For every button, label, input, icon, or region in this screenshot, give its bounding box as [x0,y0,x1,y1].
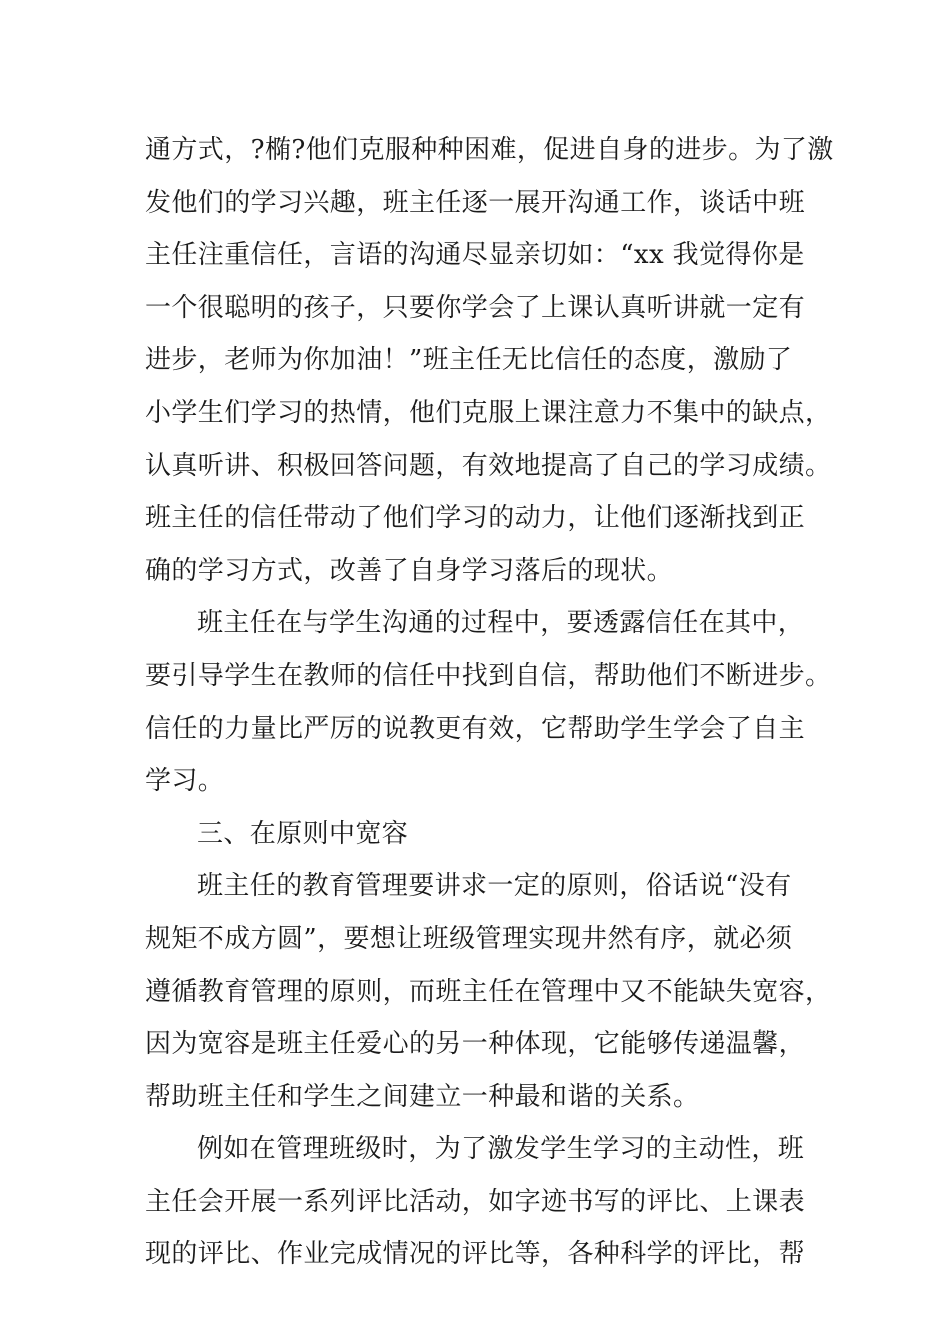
text-line: 要引导学生在教师的信任中找到自信，帮助他们不断进步。 [145,660,832,691]
text-line: 学习。 [145,766,225,797]
paragraph-start-line: 班主任的教育管理要讲求一定的原则，俗话说“没有 [197,871,792,902]
paragraph-start-line: 例如在管理班级时，为了激发学生学习的主动性，班 [197,1134,805,1165]
text-line: 主任会开展一系列评比活动，如字迹书写的评比、上课表 [145,1186,806,1217]
text-line: 一个很聪明的孩子，只要你学会了上课认真听讲就一定有 [145,292,806,323]
text-line: 主任注重信任，言语的沟通尽显亲切如：“xx 我觉得你是 [145,240,805,271]
text-line: 班主任的信任带动了他们学习的动力，让他们逐渐找到正 [145,503,806,534]
text-line: 现的评比、作业完成情况的评比等，各种科学的评比，帮 [145,1239,806,1270]
text-line: 规矩不成方圆”，要想让班级管理实现井然有序，就必须 [145,923,793,954]
text-line: 遵循教育管理的原则，而班主任在管理中又不能缺失宽容， [145,976,832,1007]
paragraph-start-line: 班主任在与学生沟通的过程中，要透露信任在其中， [197,608,805,639]
text-line: 因为宽容是班主任爱心的另一种体现，它能够传递温馨， [145,1029,806,1060]
text-line: 认真听讲、积极回答问题，有效地提高了自己的学习成绩。 [145,450,832,481]
text-line: 信任的力量比严厉的说教更有效，它帮助学生学会了自主 [145,713,806,744]
text-line: 确的学习方式，改善了自身学习落后的现状。 [145,555,674,586]
text-line: 小学生们学习的热情，他们克服上课注意力不集中的缺点， [145,397,832,428]
text-line: 发他们的学习兴趣，班主任逐一展开沟通工作，谈话中班 [145,187,806,218]
text-line: 帮助班主任和学生之间建立一种最和谐的关系。 [145,1081,700,1112]
text-line: 进步，老师为你加油！”班主任无比信任的态度，激励了 [145,345,793,376]
text-line: 通方式，?椭?他们克服种种困难，促进自身的进步。为了激 [145,135,834,165]
section-heading: 三、在原则中宽容 [197,818,409,849]
body-text [145,124,834,1281]
